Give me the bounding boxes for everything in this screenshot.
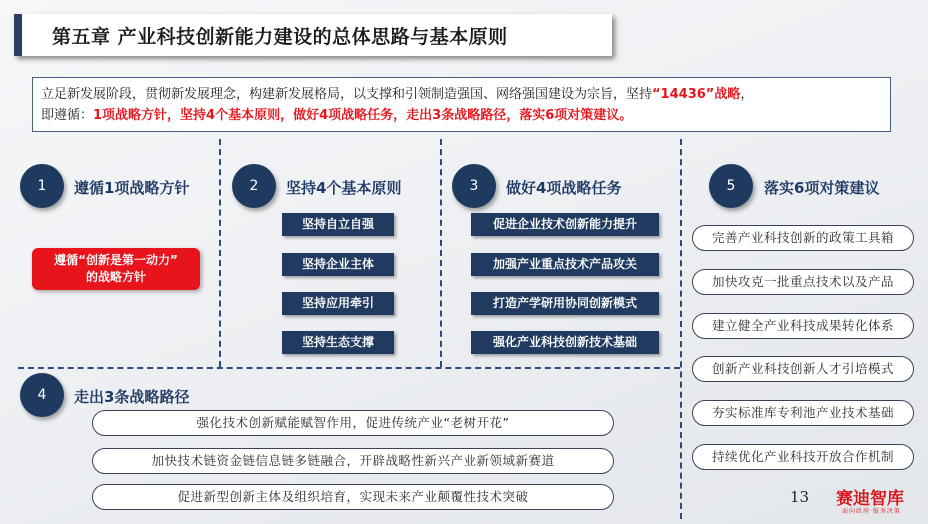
intro-line2-prefix: 即遵循：: [41, 108, 94, 123]
recommendation-item: 建立健全产业科技成果转化体系: [692, 313, 914, 339]
recommendation-item: 夯实标准库专利池产业技术基础: [692, 400, 914, 426]
section-4-heading: 走出3条战略路径: [74, 388, 190, 406]
intro-line1-highlight: “14436”战略: [652, 87, 741, 102]
task-item: 强化产业科技创新技术基础: [471, 331, 659, 354]
task-item: 加强产业重点技术产品攻关: [471, 253, 659, 276]
intro-line-2: [41, 105, 882, 126]
intro-box: [32, 77, 891, 132]
path-item: 强化技术创新赋能赋智作用，促进传统产业“老树开花”: [92, 410, 614, 436]
task-item: 促进企业技术创新能力提升: [471, 213, 659, 236]
recommendation-item: 完善产业科技创新的政策工具箱: [692, 225, 914, 251]
logo-tagline: 面向政府·服务决策: [842, 508, 901, 515]
section-2-heading: 坚持4个基本原则: [286, 179, 402, 197]
page-number: 13: [790, 488, 810, 506]
task-item: 打造产学研用协同创新模式: [471, 292, 659, 315]
strategy-principle-box: [32, 248, 200, 290]
section-1-heading: 遵循1项战略方针: [74, 179, 190, 197]
section-5-heading: 落实6项对策建议: [764, 179, 880, 197]
path-item: 促进新型创新主体及组织培育，实现未来产业颠覆性技术突破: [92, 484, 614, 510]
section-3-heading: 做好4项战略任务: [506, 179, 622, 197]
intro-line2-highlight: 1项战略方针，坚持4个基本原则，做好4项战略任务，走出3条战略路径，落实6项对策建议。: [93, 108, 633, 123]
principle-item: 坚持应用牵引: [282, 292, 394, 315]
intro-line-1: [41, 84, 882, 105]
divider-vertical-2: [440, 139, 442, 367]
divider-vertical-1: [219, 139, 221, 367]
recommendation-item: 持续优化产业科技开放合作机制: [692, 444, 914, 470]
section-3-number: 3: [452, 164, 496, 208]
section-2-number: 2: [232, 164, 276, 208]
section-1-number: 1: [20, 164, 64, 208]
intro-line1-suffix: ，: [740, 87, 754, 102]
logo-text: 赛迪智库: [836, 489, 904, 509]
recommendation-item: 创新产业科技创新人才引培模式: [692, 356, 914, 382]
section-4-number: 4: [20, 373, 64, 417]
strategy-box-line-2: 的战略方针: [85, 270, 146, 284]
divider-horizontal: [18, 367, 680, 369]
recommendation-item: 加快攻克一批重点技术以及产品: [692, 269, 914, 295]
intro-line1-prefix: 立足新发展阶段，贯彻新发展理念，构建新发展格局，以支撑和引领制造强国、网络强国建设为宗旨，坚持: [41, 87, 653, 102]
principle-item: 坚持自立自强: [282, 213, 394, 236]
principle-item: 坚持生态支撑: [282, 331, 394, 354]
principle-item: 坚持企业主体: [282, 253, 394, 276]
page-title: 第五章 产业科技创新能力建设的总体思路与基本原则: [52, 26, 508, 48]
strategy-box-line-1: 遵循“创新是第一动力”: [54, 253, 178, 267]
title-accent-bar: [14, 14, 22, 56]
section-5-number: 5: [709, 164, 753, 208]
path-item: 加快技术链资金链信息链多链融合，开辟战略性新兴产业新领域新赛道: [92, 448, 614, 474]
divider-vertical-3: [680, 139, 682, 519]
